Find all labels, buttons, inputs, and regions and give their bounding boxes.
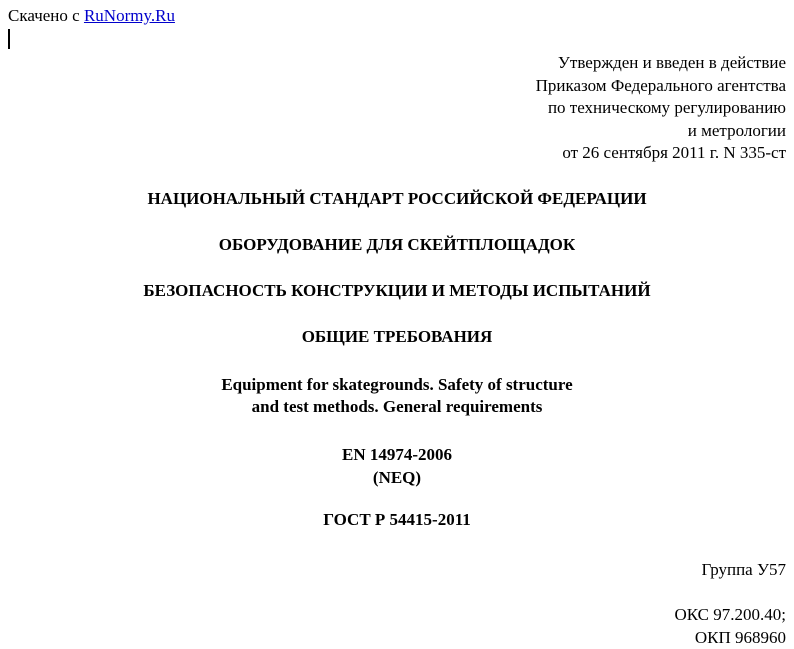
source-prefix: Скачено с xyxy=(8,6,80,25)
equipment-title: ОБОРУДОВАНИЕ ДЛЯ СКЕЙТПЛОЩАДОК xyxy=(218,235,576,254)
approval-line: от 26 сентября 2011 г. N 335-ст xyxy=(562,143,786,162)
approval-line: и метрологии xyxy=(687,120,786,140)
source-link[interactable]: RuNormy.Ru xyxy=(83,6,175,25)
approval-line: Утвержден и введен в действие xyxy=(557,53,786,72)
source-line xyxy=(8,6,175,26)
group-code: Группа У57 xyxy=(701,560,786,579)
approval-line: Приказом Федерального агентства xyxy=(535,75,786,95)
okp-code: ОКП 968960 xyxy=(694,628,786,647)
text-cursor xyxy=(8,29,10,49)
oks-code: ОКС 97.200.40; xyxy=(674,605,786,624)
approval-line: по техническому регулированию xyxy=(547,98,786,117)
english-title xyxy=(0,374,794,418)
en-standard-number: EN 14974-2006 xyxy=(341,445,453,464)
en-standard-note: (NEQ) xyxy=(372,468,422,487)
gost-number: ГОСТ Р 54415-2011 xyxy=(323,510,471,529)
safety-title: БЕЗОПАСНОСТЬ КОНСТРУКЦИИ И МЕТОДЫ ИСПЫТАНИЙ xyxy=(143,281,651,300)
english-title-line: Equipment for skategrounds. Safety of structure xyxy=(221,375,573,394)
approval-block xyxy=(536,52,786,165)
national-standard-title: НАЦИОНАЛЬНЫЙ СТАНДАРТ РОССИЙСКОЙ ФЕДЕРАЦИИ xyxy=(147,189,647,208)
general-requirements-title: ОБЩИЕ ТРЕБОВАНИЯ xyxy=(301,327,493,346)
classification-codes xyxy=(674,603,786,649)
en-standard-block xyxy=(0,443,794,489)
english-title-line: and test methods. General requirements xyxy=(251,397,543,416)
